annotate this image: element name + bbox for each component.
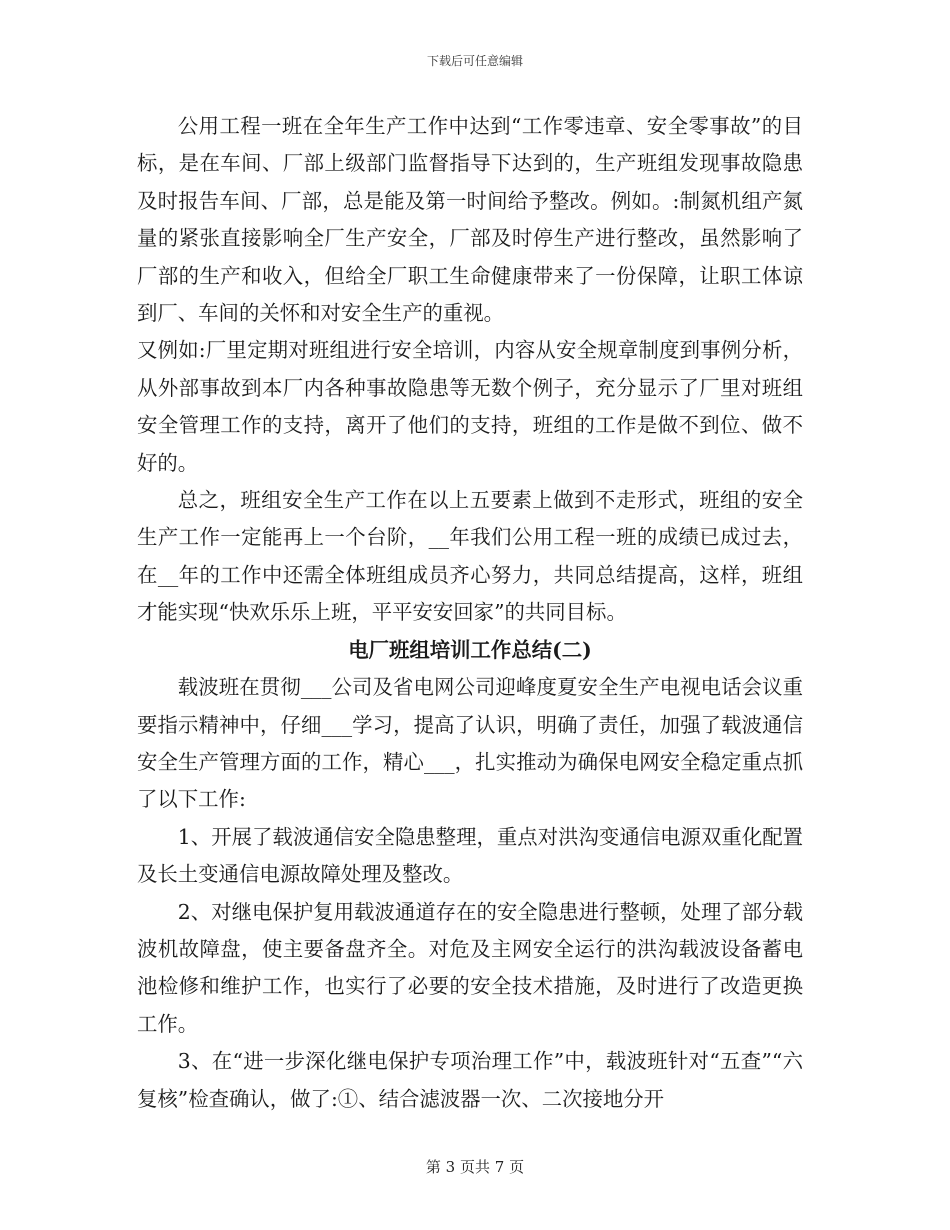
- body-paragraph: 又例如:厂里定期对班组进行安全培训，内容从安全规章制度到事例分析，从外部事故到本厂内各种事故隐患等无数个例子，充分显示了厂里对班组安全管理工作的支持，离开了他们的支持，班组的工作是做不到位、做不好的。: [137, 338, 803, 475]
- page-footer: 第 3 页共 7 页: [425, 1158, 525, 1176]
- body-paragraph: 公用工程一班在全年生产工作中达到“工作零违章、安全零事故”的目标，是在车间、厂部上级部门监督指导下达到的，生产班组发现事故隐患及时报告车间、厂部，总是能及第一时间给予整改。例如。:制氮机组产氮量的紧张直接影响全厂生产安全，厂部及时停生产进行整改，虽然影响了厂部的生产和收入，但给全厂职工生命健康带来了一份保障，让职工体谅到厂、车间的关怀和对安全生产的重视。: [137, 114, 803, 326]
- body-paragraph: 总之，班组安全生产工作在以上五要素上做到不走形式，班组的安全生产工作一定能再上一个台阶，__年我们公用工程一班的成绩已成过去，在__年的工作中还需全体班组成员齐心努力，共同总结提高，这样，班组才能实现“快欢乐乐上班，平平安安回家”的共同目标。: [137, 488, 803, 625]
- document-body: [137, 108, 803, 1118]
- body-paragraph: 载波班在贯彻___公司及省电网公司迎峰度夏安全生产电视电话会议重要指示精神中，仔细___学习，提高了认识，明确了责任，加强了载波通信安全生产管理方面的工作，精心___，扎实推动为确保电网安全稳定重点抓了以下工作:: [137, 675, 803, 812]
- list-item: 3、在“进一步深化继电保护专项治理工作”中，载波班针对“五查”“六复核”检查确认，做了:①、结合滤波器一次、二次接地分开: [137, 1049, 803, 1111]
- list-item: 2、对继电保护复用载波通道存在的安全隐患进行整顿，处理了部分载波机故障盘，使主要备盘齐全。对危及主网安全运行的洪沟载波设备蓄电池检修和维护工作，也实行了必要的安全技术措施，及时进行了改造更换工作。: [137, 899, 803, 1036]
- section-title: 电厂班组培训工作总结(二): [348, 637, 592, 662]
- list-item: 1、开展了载波通信安全隐患整理，重点对洪沟变通信电源双重化配置及长土变通信电源故障处理及整改。: [137, 824, 803, 887]
- page-header: 下载后可任意编辑: [426, 54, 523, 68]
